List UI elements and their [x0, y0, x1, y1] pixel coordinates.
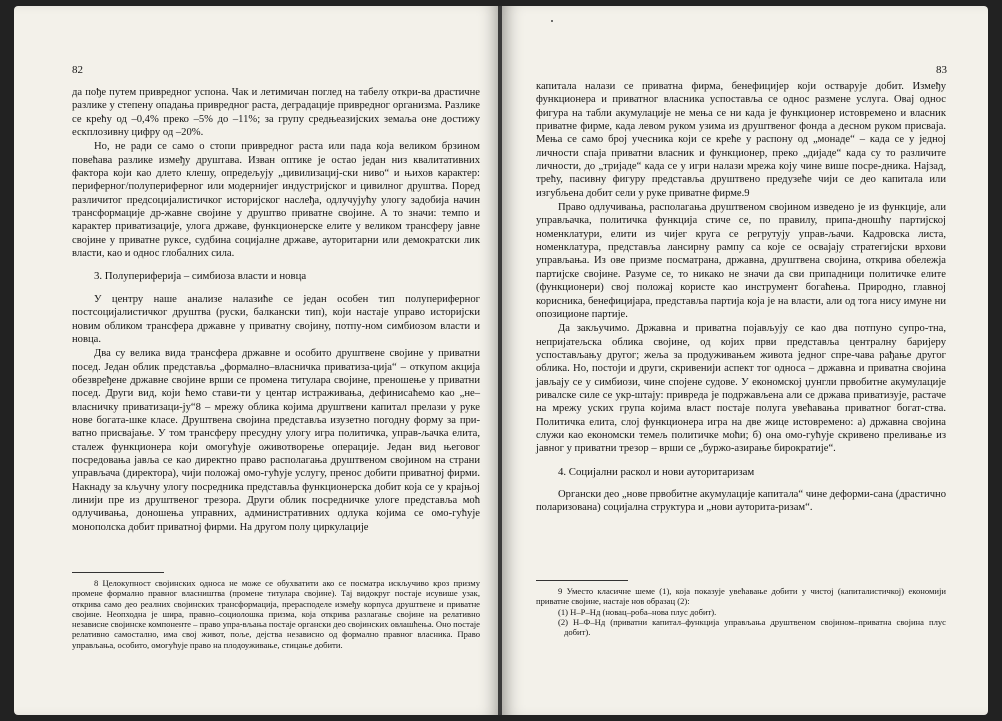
page-number: 83 — [936, 64, 947, 76]
footnote-block — [72, 578, 480, 650]
scan-speck — [551, 20, 553, 22]
paragraph: У центру наше анализе налазиће се један особен тип полупериферног постсоцијалистичког друштва (руски, балкански тип), који настаје управо историјски новим обликом трансфера државне у приватну својину, потпу-ном симбиозом власти и новца. — [72, 293, 480, 345]
paragraph: Два су велика вида трансфера државне и особито друштвене својине у приватни посед. Један облик представља „формално–власничка приватиза-ција“ – откупом акција обезвређене државне својине врши се промена титулара својине, преношење у приватни посед. Други вид, који ћемо стави-ти у центар истраживања, дефинисаћемо као „не–власничку приватизаци-ју“8 – мрежу облика којима друштвени капитал прелази у руке нове богата-шке класе. Друштвена својина представља изузетно погодну форму за при-ватно присвајање. У том трансферу пресудну улогу игра политичка, управ-љачка елита, сталеж функционера који омогућује оживотворење операције. Један вид његовог посредовања јавља се као директно право располагања друштвеном својином на страни управљача (директора), чији положај омо-гућује услугу, пренос добити приватној фирми. Накнаду за кључну улогу посредника представља функционерска добит која се у крајњој линији пре из друштвеног трезора. Други облик посредничке улоге представља моћ одлучивања, доношења управних, административних одлука којима се омо-гућује монополска добит приватној фирми. На другом полу циркулације — [72, 348, 480, 533]
page-number: 82 — [72, 64, 83, 76]
left-page — [14, 6, 500, 715]
footnote-block — [536, 586, 946, 637]
paragraph: да пође путем привредног успона. Чак и летимичан поглед на табелу откри-ва драстичне разлике у степену опадања привредног раста, деградације привредног организма. Разлике се крећу од –0,4% преко –5% до –11%; за групу средњеазијских земаља оне достижу ескплозивну цифру од –20%. — [72, 87, 480, 139]
paragraph: Право одлучивања, располагања друштвеном својином изведено је из функције, али управљачка, политичка функција стиче се, по правилу, припа-дношћу партијској номенклатури, елити из чијег круга се регрутују управ-љачи. Кадровска листа, номенклатура, представља лансирну рампу са које се освајају стратегијски врхови управљања. Из ове призме посматрана, државна, друштвена својина, открива обележја партијске својине. Разуме се, то никако не значи да сви припадници политичке елите (функционери) свој положај користе као инструмент богаћења. Природно, главној корисника, бенефицијара, представља партија која је на власти, али од тога нису имуне ни опозиционе партије. — [536, 202, 946, 320]
footnote-item: (2) Н–Ф–Нд (приватни капитал–функција управљања друштвеном својином–приватна својина плус добит). — [558, 616, 946, 638]
footnote: 9 Уместо класичне шеме (1), која показује увећавање добити у чистој (капиталистичкој) економији приватне својине, настаје нов образац (2): — [536, 586, 946, 607]
section-heading: 3. Полупериферија – симбиоза власти и новца — [94, 270, 307, 283]
section-heading: 4. Социјални раскол и нови ауторитаризам — [558, 465, 755, 478]
paragraph: Но, не ради се само о стопи привредног раста или пада која великом брзином повећава разлике између друштава. Изван оптике је остао један низ квалитативних фактора који као длето клешу, опредељују „цивилизациј-ски ниво“ и њихов карактер: периферног/полупериферног или модерниjeг индустријског и цивилног друштва. Поред различитог предсоцијалистичког историјског наслеђа, одлучујућу улогу задобија начин трансформације др-жавне својине у друштво приватне својине. А то значи: темпо и карактер приватизације, улога државе, функционерске елите у великом трансферу јавне својине у приватне руксе, судбина социјалне државе, ауторитарни или демократски лик власти, као и однос глобалних сила. — [72, 141, 480, 260]
paragraph: капитала налази се приватна фирма, бенефицијер који остварује добит. Између функционера и приватног власника успоставља се однос размене услуга. Овај однос фигура на табли акумулације не мења се ни када је функционер истовремено и власник приватне фирме, када левом руком узима из друштвеног фонда а десном руком присваја. Мења се само број учесника који се креће у распону од „монаде“ – када се у једној личности спаја приватни власник и функционер, преко „дијаде“ када су то различите личности, до „тријаде“ када се у игри налази мрежа коју чине више посре-дника. Најзад, трећу, пасивну фигуру представља друштвено предузеће чији се део капитала или изгубљена добит сели у руке приватне фирме.9 — [536, 81, 946, 199]
footnote-divider — [72, 572, 164, 573]
footnote-divider — [536, 580, 628, 581]
left-text-column — [72, 86, 480, 534]
right-page — [502, 6, 988, 715]
paragraph: Органски део „нове првобитне акумулације капитала“ чине деформи-сана (драстично поларизована) социјална структура и „нови ауторита-ризам“. — [536, 488, 946, 514]
right-text-column — [536, 80, 946, 515]
footnote-item: (1) Н–Р–Нд (новац–роба–нова плус добит). — [558, 606, 717, 617]
footnote: 8 Целокупност својинских односа не може се обухватити ако се посматра искључиво кроз призму промене формално правног власништва (промене титулара својине). Тај видокруг постаје исувише узак, открива само део реалних својинских трансформација, прерасподеле између корпуса друштвене и приватне својине. Неопходна је шира, правно–социолошка призма, која открива разлагање својине на релативно независне својинске компоненте – право упра-вљања постаје органски део својинских овлашћења. Оно постаје релативно самостално, има свој живот, поље, дејства независно од формално правног власника. Право управљања, особито, омогућује право на плодоуживање, стицање добити. — [72, 578, 480, 650]
paragraph: Да закључимо. Државна и приватна појављују се као два потпуно супро-тна, непријатељска облика својине, од којих први представља централну баријеру успостављању другог; жеља за продуживањем живота једног спре-чава рађање другог облика. Но, постоји и други, скривенији аспект тог односа – државна и приватна својина јављају се у симбиози, чине спојене судове. У економској џунгли првобитне акумулације ривалске силе се укр-штају: приврeда је подржављена али се држава приватизује, растаче на мрежу уских група којима власт постаје полуга увећавања приватног богат-ства. Политичка елита, слој функционера игра на две жице истовремено: а) државна својина служи као економски темељ политичке моћи; б) она омо-гућује скривено преливање из јавног у приватни трезор – врши се „буржо-азирање бирократије“. — [536, 323, 946, 455]
